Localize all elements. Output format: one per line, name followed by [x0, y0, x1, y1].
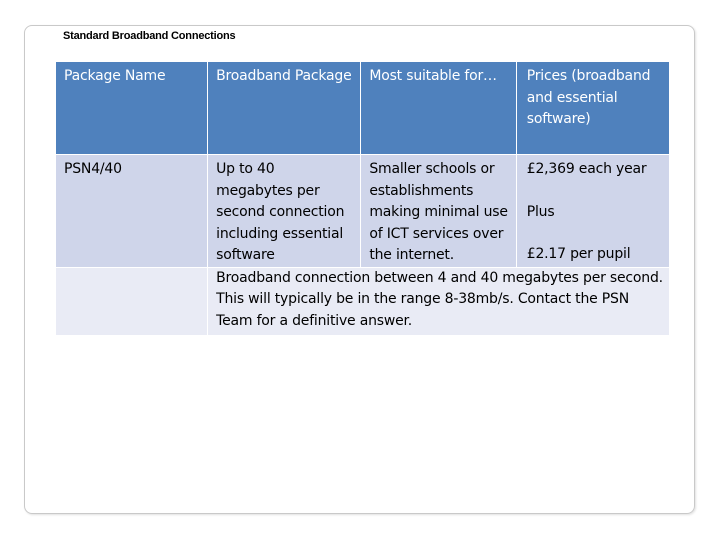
- table-row: [56, 267, 670, 335]
- cell-most-suitable-for: Smaller schools or establishments making minimal use of ICT services over the internet.: [361, 155, 516, 268]
- pricing-table: [55, 61, 670, 336]
- header-most-suitable-for: Most suitable for…: [361, 62, 516, 155]
- header-broadband-package: Broadband Package: [208, 62, 361, 155]
- cell-broadband-package: Up to 40 megabytes per second connection including essential software: [208, 155, 361, 268]
- cell-prices: [516, 155, 669, 268]
- cell-package-name-empty: [56, 267, 208, 335]
- price-plus: Plus: [526, 203, 555, 220]
- header-package-name: Package Name: [56, 62, 208, 155]
- table-header-row: [56, 62, 670, 155]
- cell-package-name: PSN4/40: [56, 155, 208, 268]
- cell-note: Broadband connection between 4 and 40 megabytes per second. This will typically be in the range 8-38mb/s. Contact the PSN Team for a definitive answer.: [208, 267, 670, 335]
- table-row: [56, 155, 670, 268]
- price-per-pupil: £2.17 per pupil: [526, 246, 631, 262]
- header-prices: Prices (broadband and essential software): [516, 62, 669, 155]
- price-annual: £2,369 each year: [526, 161, 647, 177]
- slide-title: Standard Broadband Connections: [63, 30, 236, 42]
